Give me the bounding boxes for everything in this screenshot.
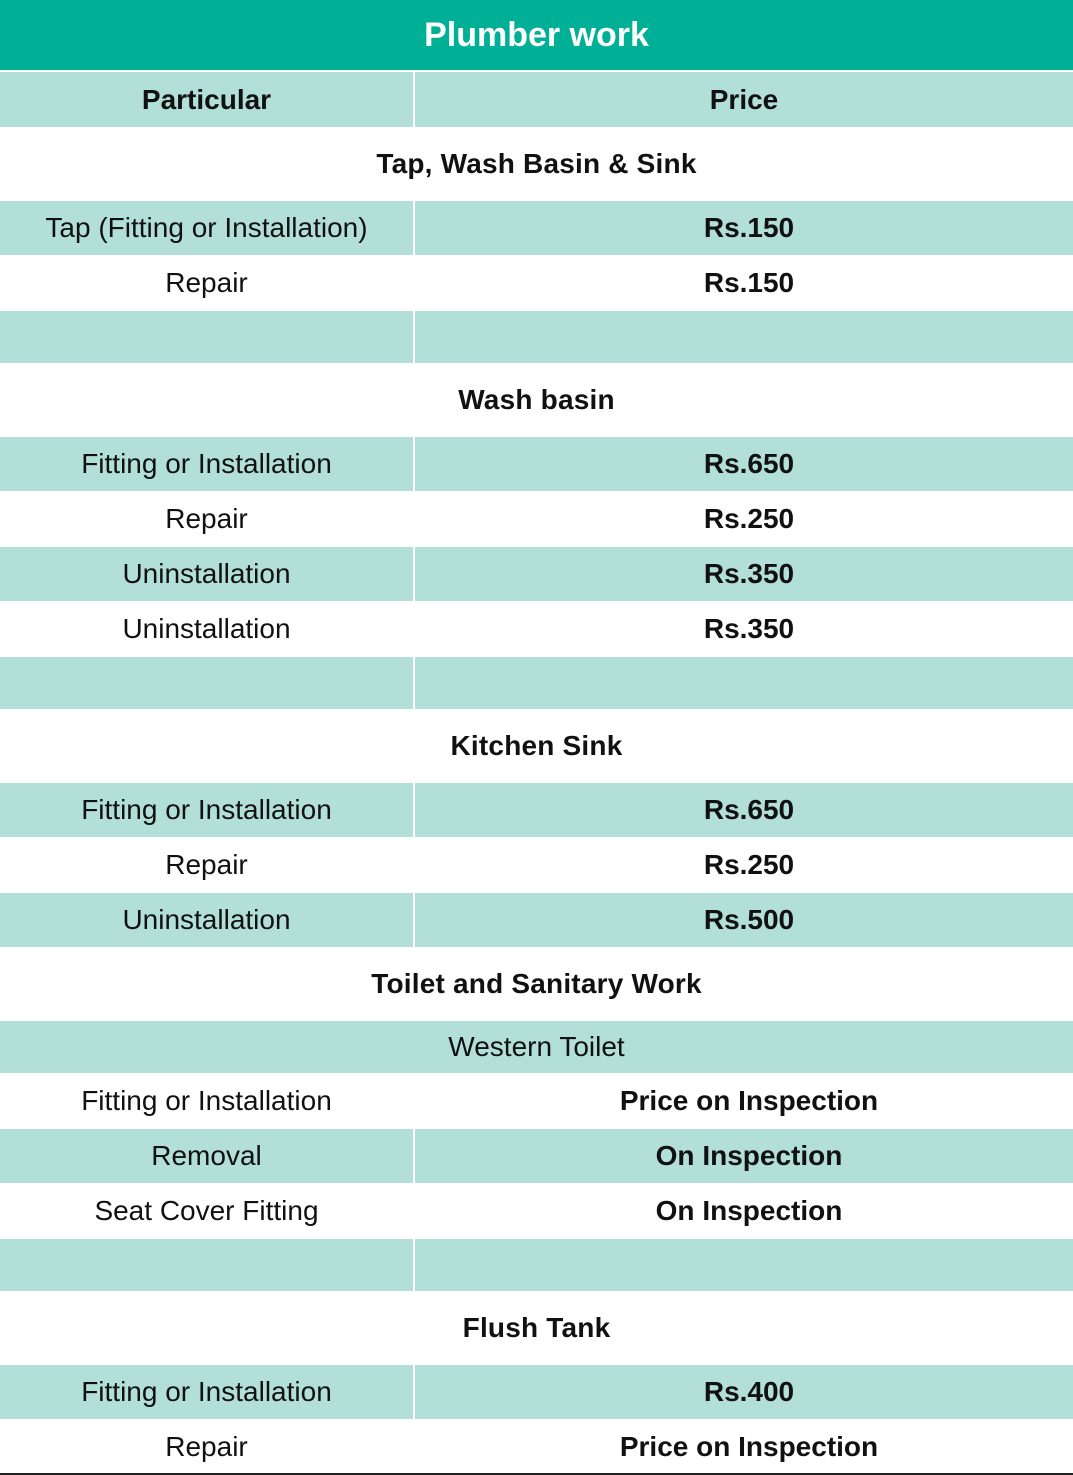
subheading: Western Toilet (448, 1031, 625, 1062)
section-heading: Flush Tank (462, 1312, 611, 1343)
section-heading-row (0, 128, 1073, 201)
price-cell: Rs.150 (413, 256, 1073, 310)
section-heading: Kitchen Sink (450, 730, 623, 761)
subheading-row (0, 1021, 1073, 1074)
particular-cell: Repair (165, 503, 248, 534)
particular-cell: Fitting or Installation (81, 448, 332, 479)
header-particular: Particular (141, 83, 272, 115)
table-row (0, 783, 1073, 838)
table-row (0, 602, 1073, 657)
particular-cell: Repair (165, 849, 248, 880)
price-cell: Rs.250 (413, 838, 1073, 892)
table-row (0, 547, 1073, 602)
particular-cell: Removal (151, 1140, 262, 1171)
table-title: Plumber work (0, 0, 1073, 72)
table-row (0, 256, 1073, 311)
table-row (0, 437, 1073, 492)
price-cell: Rs.400 (413, 1365, 1073, 1419)
section-heading: Tap, Wash Basin & Sink (376, 148, 697, 179)
price-cell: Rs.150 (413, 201, 1073, 255)
table-row (0, 838, 1073, 893)
section-heading-row (0, 710, 1073, 783)
empty-cell (0, 311, 413, 363)
empty-cell (0, 657, 413, 709)
table-row (0, 492, 1073, 547)
particular-cell: Uninstallation (122, 613, 291, 644)
particular-cell: Tap (Fitting or Installation) (45, 212, 368, 243)
spacer-row (0, 657, 1073, 710)
particular-cell: Repair (165, 267, 248, 298)
table-row (0, 1365, 1073, 1420)
particular-cell: Fitting or Installation (81, 794, 332, 825)
price-cell: Rs.350 (413, 547, 1073, 601)
price-cell: Rs.350 (413, 602, 1073, 656)
section-heading-row (0, 1292, 1073, 1365)
price-cell: Rs.650 (413, 437, 1073, 491)
empty-cell (413, 657, 1073, 709)
section-heading: Toilet and Sanitary Work (371, 968, 702, 999)
section-heading-row (0, 948, 1073, 1021)
price-cell: Rs.650 (413, 783, 1073, 837)
price-cell: Rs.250 (413, 492, 1073, 546)
particular-cell: Repair (165, 1431, 248, 1462)
empty-cell (0, 1239, 413, 1291)
particular-cell: Seat Cover Fitting (94, 1195, 319, 1226)
table-row (0, 201, 1073, 256)
table-header-row (0, 72, 1073, 128)
table-row (0, 1129, 1073, 1184)
table-row (0, 1074, 1073, 1129)
spacer-row (0, 311, 1073, 364)
price-cell: Rs.500 (413, 893, 1073, 947)
particular-cell: Uninstallation (122, 558, 291, 589)
spacer-row (0, 1239, 1073, 1292)
table-row (0, 1184, 1073, 1239)
table-row (0, 1420, 1073, 1475)
price-cell: Price on Inspection (413, 1074, 1073, 1128)
particular-cell: Fitting or Installation (81, 1376, 332, 1407)
particular-cell: Uninstallation (122, 904, 291, 935)
particular-cell: Fitting or Installation (81, 1085, 332, 1116)
header-price: Price (413, 72, 1073, 127)
section-heading-row (0, 364, 1073, 437)
empty-cell (413, 311, 1073, 363)
price-cell: On Inspection (413, 1129, 1073, 1183)
empty-cell (413, 1239, 1073, 1291)
table-row (0, 893, 1073, 948)
price-cell: On Inspection (413, 1184, 1073, 1238)
price-cell: Price on Inspection (413, 1420, 1073, 1474)
section-heading: Wash basin (458, 384, 615, 415)
